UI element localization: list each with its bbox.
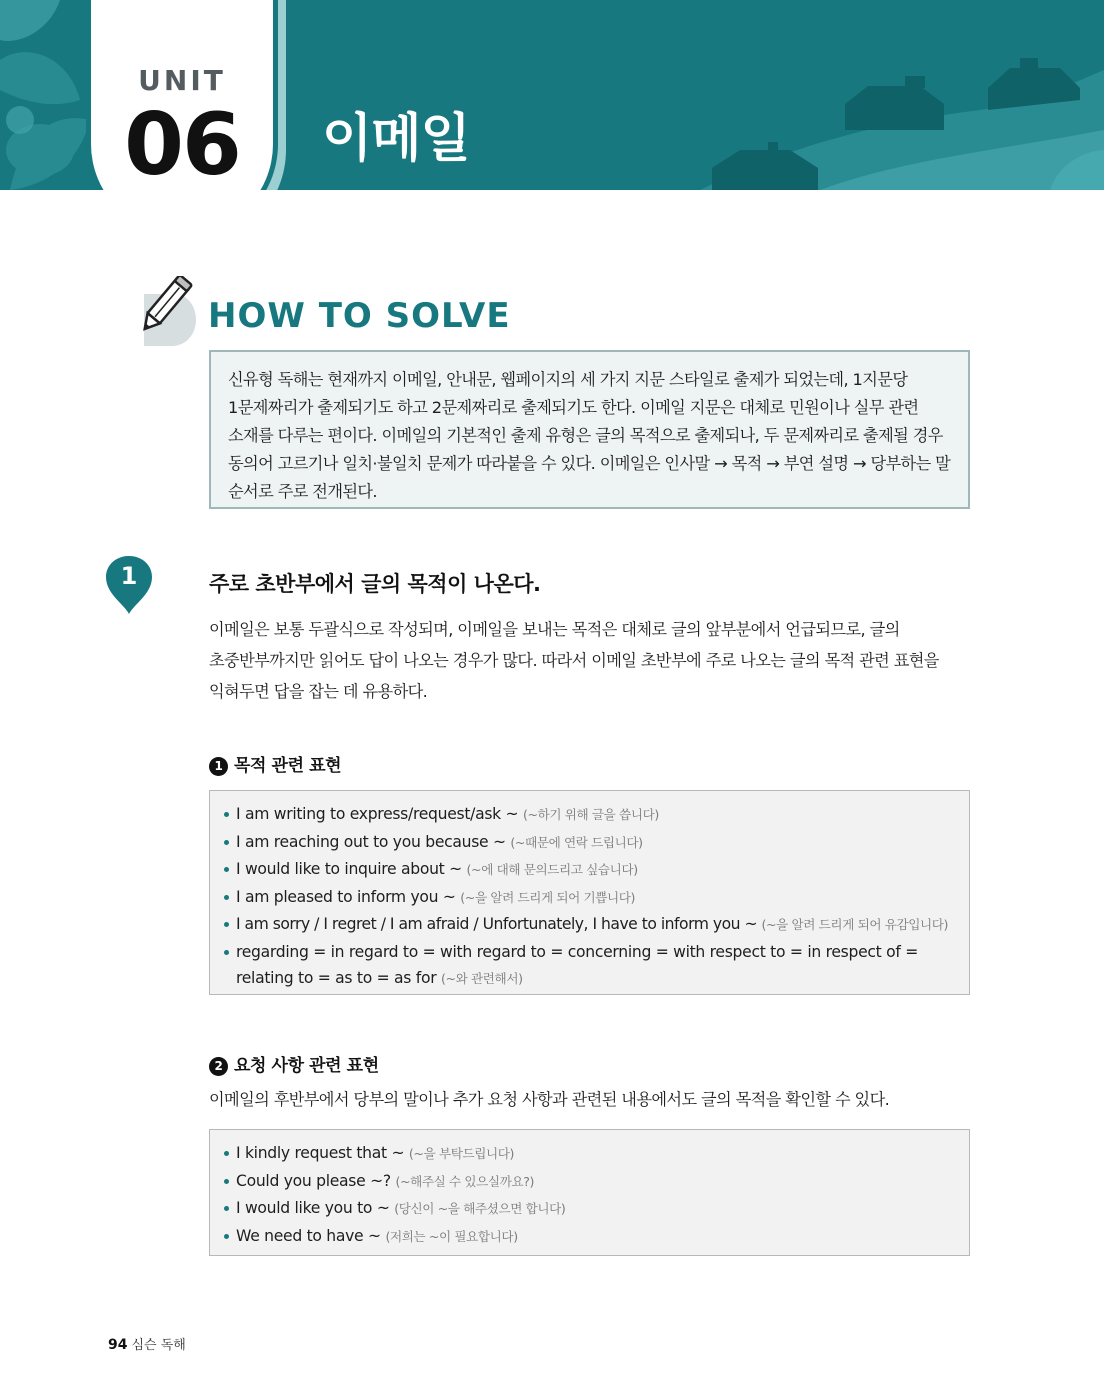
subsection-title-text: 목적 관련 표현: [234, 756, 342, 776]
unit-number: 06: [124, 95, 240, 190]
list-item: I kindly request that ~ (~을 부탁드립니다): [224, 1140, 957, 1168]
header-banner: [0, 0, 1104, 190]
subsection-title-request: [209, 1051, 379, 1076]
list-item: Could you please ~? (~해주실 수 있으실까요?): [224, 1168, 957, 1196]
subsection-badge: 2: [209, 1057, 228, 1076]
subsection-title-text: 요청 사항 관련 표현: [234, 1056, 379, 1076]
list-item: regarding = in regard to = with regard to = concerning = with respect to = in respect of = relating to = as to = as for (~와 관련해서): [224, 939, 957, 993]
unit-tab: [86, 0, 278, 190]
list-item: I would like you to ~ (당신이 ~을 해주셨으면 합니다): [224, 1195, 957, 1223]
subsection-title-purpose: [209, 751, 341, 776]
section-title: 주로 초반부에서 글의 목적이 나온다.: [209, 572, 541, 596]
request-description: 이메일의 후반부에서 당부의 말이나 추가 요청 사항과 관련된 내용에서도 글의 목적을 확인할 수 있다.: [209, 1090, 890, 1109]
how-to-solve-title: HOW TO SOLVE: [208, 296, 511, 336]
section-body: 이메일은 보통 두괄식으로 작성되며, 이메일을 보내는 목적은 대체로 글의 앞부분에서 언급되므로, 글의 초중반부까지만 읽어도 답이 나오는 경우가 많다. 따라서 이메일 초반부에 주로 나오는 글의 목적 관련 표현을 익혀두면 답을 잡는 데 유용하다.: [209, 620, 939, 701]
purpose-expression-list: [224, 801, 957, 993]
request-expression-list: [224, 1140, 957, 1250]
list-item: I am reaching out to you because ~ (~때문에 연락 드립니다): [224, 829, 957, 857]
unit-title: 이메일: [322, 109, 470, 169]
request-expression-box: [209, 1129, 970, 1256]
list-item: I am pleased to inform you ~ (~을 알려 드리게 되어 기쁩니다): [224, 884, 957, 912]
list-item: We need to have ~ (저희는 ~이 필요합니다): [224, 1223, 957, 1251]
subsection-badge: 1: [209, 757, 228, 776]
page-footer: [108, 1334, 186, 1353]
unit-label: UNIT: [138, 64, 226, 97]
purpose-expression-box: [209, 790, 970, 995]
list-item: I am writing to express/request/ask ~ (~하기 위해 글을 씁니다): [224, 801, 957, 829]
book-title: 심슨 독해: [131, 1338, 186, 1353]
pencil-icon: [134, 276, 198, 346]
list-item: I would like to inquire about ~ (~에 대해 문의드리고 싶습니다): [224, 856, 957, 884]
list-item: I am sorry / I regret / I am afraid / Unfortunately, I have to inform you ~ (~을 알려 드리게 되어 유감입니다): [224, 911, 957, 939]
section-number: 1: [120, 562, 138, 590]
page-number: 94: [108, 1337, 128, 1353]
how-to-solve-box: [209, 350, 970, 509]
how-to-solve-text: 신유형 독해는 현재까지 이메일, 안내문, 웹페이지의 세 가지 지문 스타일로 출제가 되었는데, 1지문당 1문제짜리가 출제되기도 하고 2문제짜리로 출제되기도 한다. 이메일 지문은 대체로 민원이나 실무 관련 소재를 다루는 편이다. 이메일의 기본적인 출제 유형은 글의 목적으로 출제되나, 두 문제짜리로 출제될 경우 동의어 고르기나 일치·불일치 문제가 따라붙을 수 있다. 이메일은 인사말 → 목적 → 부연 설명 → 당부하는 말 순서로 주로 전개된다.: [228, 370, 951, 501]
